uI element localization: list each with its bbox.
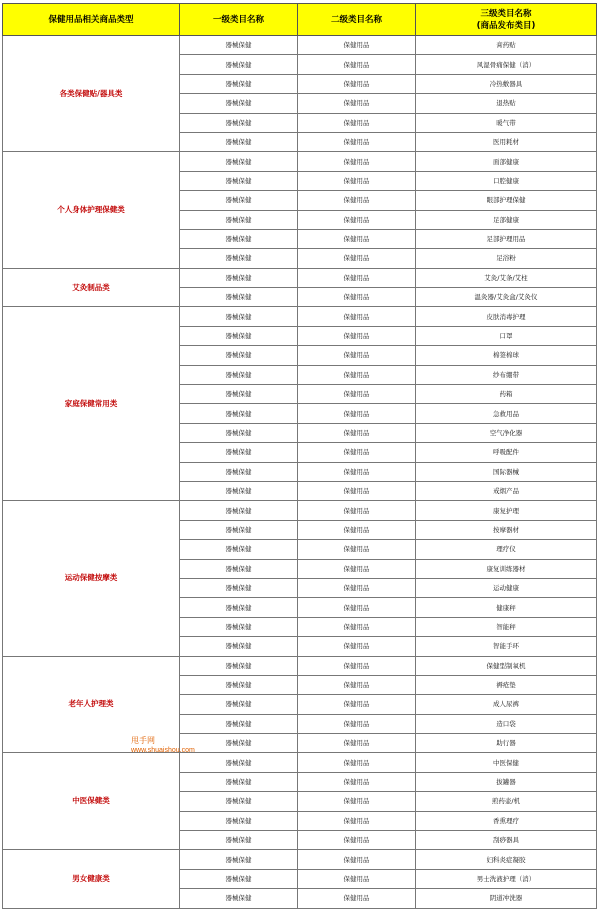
level3-cell: 助行器 [416,734,597,753]
level2-cell: 保健用品 [298,695,416,714]
level2-cell: 保健用品 [298,385,416,404]
level3-cell: 皮肤消毒护理 [416,307,597,326]
level1-cell: 器械保健 [180,132,298,151]
level3-cell: 足浴粉 [416,249,597,268]
level3-cell: 国际器械 [416,462,597,481]
level1-cell: 器械保健 [180,346,298,365]
level3-cell: 拔罐器 [416,772,597,791]
level2-cell: 保健用品 [298,191,416,210]
level2-cell: 保健用品 [298,36,416,55]
level1-cell: 器械保健 [180,249,298,268]
group-name-cell: 各类保健贴/器具类 [3,36,180,152]
level1-cell: 器械保健 [180,404,298,423]
level2-cell: 保健用品 [298,113,416,132]
level1-cell: 器械保健 [180,559,298,578]
level2-cell: 保健用品 [298,404,416,423]
level3-cell: 妇科炎症凝胶 [416,850,597,869]
level2-cell: 保健用品 [298,481,416,500]
level1-cell: 器械保健 [180,326,298,345]
group-name-cell: 家庭保健常用类 [3,307,180,501]
level3-cell: 理疗仪 [416,540,597,559]
level2-cell: 保健用品 [298,520,416,539]
level3-cell: 眼部护理保健 [416,191,597,210]
level3-cell: 口罩 [416,326,597,345]
category-table-container [2,3,596,909]
level2-cell: 保健用品 [298,578,416,597]
level3-cell: 药箱 [416,385,597,404]
level2-cell: 保健用品 [298,55,416,74]
table-row [3,152,597,171]
category-table [2,3,597,909]
watermark-url: www.shuaishou.com [131,747,195,754]
level2-cell: 保健用品 [298,772,416,791]
level3-cell: 温灸器/艾灸盒/艾灸仪 [416,288,597,307]
level3-cell: 煎药壶/机 [416,792,597,811]
level2-cell: 保健用品 [298,869,416,888]
level2-cell: 保健用品 [298,753,416,772]
level1-cell: 器械保健 [180,423,298,442]
level2-cell: 保健用品 [298,831,416,850]
level2-cell: 保健用品 [298,559,416,578]
level2-cell: 保健用品 [298,675,416,694]
group-name-cell: 运动保健按摩类 [3,501,180,656]
level3-cell: 智能手环 [416,637,597,656]
level2-cell: 保健用品 [298,365,416,384]
level1-cell: 器械保健 [180,714,298,733]
level3-cell: 纱布绷带 [416,365,597,384]
level1-cell: 器械保健 [180,598,298,617]
level3-cell: 成人尿裤 [416,695,597,714]
level3-cell: 足部健康 [416,210,597,229]
level1-cell: 器械保健 [180,229,298,248]
level1-cell: 器械保健 [180,210,298,229]
level1-cell: 器械保健 [180,443,298,462]
level2-cell: 保健用品 [298,792,416,811]
level1-cell: 器械保健 [180,36,298,55]
level1-cell: 器械保健 [180,307,298,326]
level1-cell: 器械保健 [180,191,298,210]
level2-cell: 保健用品 [298,94,416,113]
level2-cell: 保健用品 [298,132,416,151]
level3-cell: 中医保健 [416,753,597,772]
header-row [3,4,597,36]
level1-cell: 器械保健 [180,520,298,539]
header-level1: 一级类目名称 [180,4,298,36]
level3-cell: 造口袋 [416,714,597,733]
level1-cell: 器械保健 [180,617,298,636]
level1-cell: 器械保健 [180,753,298,772]
header-level2: 二级类目名称 [298,4,416,36]
level2-cell: 保健用品 [298,540,416,559]
level1-cell: 器械保健 [180,113,298,132]
level3-cell: 退热贴 [416,94,597,113]
level3-cell: 棉签棉球 [416,346,597,365]
level2-cell: 保健用品 [298,268,416,287]
level3-cell: 口腔健康 [416,171,597,190]
level1-cell: 器械保健 [180,734,298,753]
level1-cell: 器械保健 [180,772,298,791]
level3-cell: 香熏理疗 [416,811,597,830]
level1-cell: 器械保健 [180,675,298,694]
watermark-name: 甩手网 [131,736,155,745]
group-name-cell: 个人身体护理保健类 [3,152,180,268]
level2-cell: 保健用品 [298,850,416,869]
group-name-cell: 男女健康类 [3,850,180,908]
header-product-type: 保健用品相关商品类型 [3,4,180,36]
watermark [131,736,195,756]
level1-cell: 器械保健 [180,268,298,287]
level3-cell: 阴道冲洗器 [416,889,597,908]
level2-cell: 保健用品 [298,656,416,675]
level3-cell: 男士洗液护理（消） [416,869,597,888]
level3-cell: 呼吸配件 [416,443,597,462]
level1-cell: 器械保健 [180,55,298,74]
level1-cell: 器械保健 [180,74,298,93]
level1-cell: 器械保健 [180,171,298,190]
table-row [3,307,597,326]
level2-cell: 保健用品 [298,346,416,365]
level2-cell: 保健用品 [298,210,416,229]
level1-cell: 器械保健 [180,501,298,520]
level3-cell: 风湿骨痛保健（消） [416,55,597,74]
level2-cell: 保健用品 [298,637,416,656]
level2-cell: 保健用品 [298,423,416,442]
level2-cell: 保健用品 [298,307,416,326]
level3-cell: 按摩器材 [416,520,597,539]
level1-cell: 器械保健 [180,152,298,171]
level1-cell: 器械保健 [180,831,298,850]
level2-cell: 保健用品 [298,714,416,733]
level3-cell: 急救用品 [416,404,597,423]
group-name-cell: 中医保健类 [3,753,180,850]
level2-cell: 保健用品 [298,171,416,190]
level1-cell: 器械保健 [180,656,298,675]
level2-cell: 保健用品 [298,734,416,753]
header-level3-title: 三级类目名称 [480,8,532,19]
level1-cell: 器械保健 [180,869,298,888]
level1-cell: 器械保健 [180,288,298,307]
level2-cell: 保健用品 [298,152,416,171]
level3-cell: 智能秤 [416,617,597,636]
level3-cell: 运动健康 [416,578,597,597]
level1-cell: 器械保健 [180,578,298,597]
level1-cell: 器械保健 [180,889,298,908]
level1-cell: 器械保健 [180,365,298,384]
level3-cell: 戒烟产品 [416,481,597,500]
level2-cell: 保健用品 [298,811,416,830]
level2-cell: 保健用品 [298,74,416,93]
table-row [3,501,597,520]
level2-cell: 保健用品 [298,288,416,307]
level3-cell: 冷热敷器具 [416,74,597,93]
group-name-cell: 艾灸制品类 [3,268,180,307]
level2-cell: 保健用品 [298,889,416,908]
level1-cell: 器械保健 [180,94,298,113]
level3-cell: 空气净化器 [416,423,597,442]
level1-cell: 器械保健 [180,695,298,714]
level1-cell: 器械保健 [180,792,298,811]
level3-cell: 保健型制氧机 [416,656,597,675]
header-level3 [416,4,597,36]
level3-cell: 面部健康 [416,152,597,171]
level3-cell: 褥疮垫 [416,675,597,694]
table-row [3,268,597,287]
level3-cell: 膏药贴 [416,36,597,55]
table-body [3,36,597,909]
table-row [3,36,597,55]
level1-cell: 器械保健 [180,385,298,404]
level3-cell: 足部护理用品 [416,229,597,248]
level3-cell: 刮痧器具 [416,831,597,850]
header-level3-subtitle: (商品发布类目) [476,20,536,31]
level2-cell: 保健用品 [298,617,416,636]
level1-cell: 器械保健 [180,540,298,559]
level1-cell: 器械保健 [180,481,298,500]
level2-cell: 保健用品 [298,443,416,462]
table-row [3,656,597,675]
level1-cell: 器械保健 [180,850,298,869]
level3-cell: 暖气带 [416,113,597,132]
level2-cell: 保健用品 [298,249,416,268]
group-name-cell: 老年人护理类 [3,656,180,753]
table-row [3,850,597,869]
level3-cell: 健康秤 [416,598,597,617]
level3-cell: 艾灸/艾条/艾柱 [416,268,597,287]
level2-cell: 保健用品 [298,598,416,617]
level1-cell: 器械保健 [180,462,298,481]
level3-cell: 康复护理 [416,501,597,520]
level2-cell: 保健用品 [298,462,416,481]
level1-cell: 器械保健 [180,811,298,830]
level2-cell: 保健用品 [298,326,416,345]
level2-cell: 保健用品 [298,229,416,248]
level1-cell: 器械保健 [180,637,298,656]
level2-cell: 保健用品 [298,501,416,520]
level3-cell: 康复训练器材 [416,559,597,578]
level3-cell: 医用耗材 [416,132,597,151]
table-row [3,753,597,772]
